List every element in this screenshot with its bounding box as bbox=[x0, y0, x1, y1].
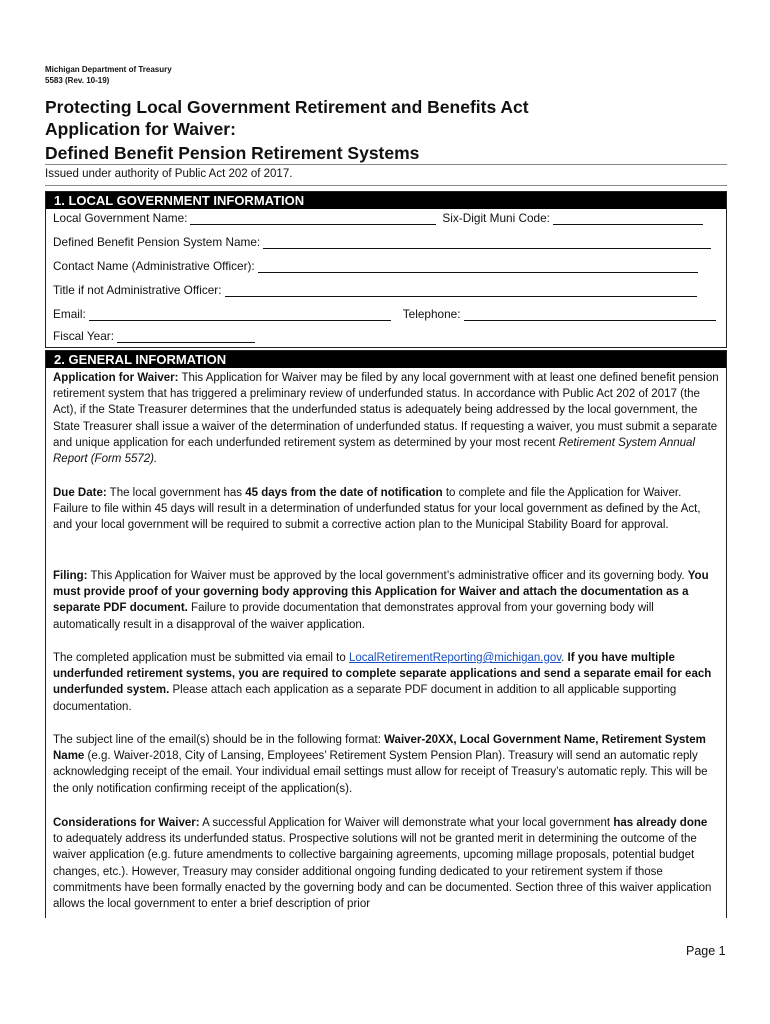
title-row bbox=[53, 283, 697, 297]
filing-emphasis: You must provide proof of your governing body approving this Application for Waiver and attach the documentation as a separate PDF document. bbox=[53, 570, 709, 615]
considerations-text-b: to adequately address its underfunded status. Prospective solutions will not be granted merit in determining the outcome of the waiver application (e.g. future amendments to collective bargaining agreements, upcoming millage proposals, potential budget changes, etc.). However, Treasury may consider additional ongoing funding dedicated to your retirement system if those commitments have been formally enacted by the governing body and can be documented. Section three of this waiver application allows the local government to enter a brief description of prior bbox=[53, 833, 712, 911]
title-line-1: Protecting Local Government Retirement and Benefits Act bbox=[45, 97, 529, 117]
filing-text-a: This Application for Waiver must be approved by the local government’s administrative officer and its governing body. bbox=[87, 570, 688, 582]
application-for-waiver-text: This Application for Waiver may be filed by any local government with at least one defined benefit pension retirement system that has triggered a preliminary review of underfunded status. In accordance with Public Act 202 of 2017 (the Act), if the State Treasurer determines that the underfunded status is adequately being addressed by the local government, the State Treasurer shall issue a waiver of the determination of underfunded status. If requesting a waiver, you must submit a separate and unique application for each underfunded retirement system as determined by your most recent bbox=[53, 372, 719, 449]
title-label: Title if not Administrative Officer: bbox=[53, 283, 222, 297]
application-for-waiver-paragraph bbox=[53, 370, 719, 467]
application-for-waiver-label: Application for Waiver: bbox=[53, 372, 179, 384]
due-date-text-b: to complete and file the Application for Waiver. Failure to file within 45 days will result in a determination of underfunded status for your local government as defined by the Act, and your local government will be required to submit a corrective action plan to the Municipal Stability Board for approval. bbox=[53, 487, 701, 532]
local-gov-name-label: Local Government Name: bbox=[53, 211, 188, 225]
considerations-emphasis: has already done bbox=[613, 817, 708, 829]
filing-label: Filing: bbox=[53, 570, 88, 582]
section-local-government-information bbox=[45, 191, 727, 348]
due-date-label: Due Date: bbox=[53, 487, 107, 499]
issued-authority: Issued under authority of Public Act 202 of 2017. bbox=[45, 168, 293, 180]
considerations-label: Considerations for Waiver: bbox=[53, 817, 200, 829]
local-gov-name-field[interactable] bbox=[190, 212, 436, 225]
due-date-paragraph bbox=[53, 485, 719, 534]
subject-line-paragraph bbox=[53, 732, 719, 797]
due-date-text-a: The local government has bbox=[106, 487, 246, 499]
form-title bbox=[45, 96, 735, 164]
email-telephone-row bbox=[53, 307, 716, 321]
submission-text-c: Please attach each application as a separate PDF document in addition to all applicable supporting documentation. bbox=[53, 684, 677, 713]
subject-line-text-b: (e.g. Waiver-2018, City of Lansing, Employees’ Retirement System Pension Plan). Treasury will send an automatic reply acknowledging receipt of the email. Your individual email settings must allow for receipt of Treasury’s automatic reply. This will be the only notification confirming receipt of the application(s). bbox=[53, 750, 708, 795]
submission-text-b: . bbox=[561, 652, 568, 664]
agency-name: Michigan Department of Treasury bbox=[45, 65, 172, 74]
contact-name-label: Contact Name (Administrative Officer): bbox=[53, 259, 255, 273]
subject-line-text-a: The subject line of the email(s) should be in the following format: bbox=[53, 734, 385, 746]
pension-system-row bbox=[53, 235, 711, 249]
telephone-label: Telephone: bbox=[402, 307, 461, 321]
due-date-emphasis: 45 days from the date of notification bbox=[245, 487, 443, 499]
fiscal-year-field[interactable] bbox=[117, 330, 255, 343]
contact-name-field[interactable] bbox=[258, 260, 698, 273]
subject-line-format: Waiver-20XX, Local Government Name, Retirement System Name bbox=[53, 734, 706, 763]
fiscal-year-row bbox=[53, 329, 255, 343]
title-line-3: Defined Benefit Pension Retirement Systems bbox=[45, 143, 420, 163]
considerations-text-a: A successful Application for Waiver will demonstrate what your local government bbox=[199, 817, 614, 829]
telephone-field[interactable] bbox=[464, 308, 716, 321]
submission-emphasis: If you have multiple underfunded retirement systems, you are required to complete separate applications and send a separate email for each underfunded system. bbox=[53, 652, 712, 697]
fiscal-year-label: Fiscal Year: bbox=[53, 329, 114, 343]
page-number: Page 1 bbox=[686, 944, 726, 958]
agency-header bbox=[45, 64, 172, 86]
title-line-2: Application for Waiver: bbox=[45, 119, 236, 139]
muni-code-field[interactable] bbox=[553, 212, 703, 225]
local-gov-name-row bbox=[53, 211, 703, 225]
submission-text-a: The completed application must be submitted via email to bbox=[53, 652, 349, 664]
pension-system-field[interactable] bbox=[263, 236, 711, 249]
email-field[interactable] bbox=[89, 308, 391, 321]
contact-name-row bbox=[53, 259, 698, 273]
email-label: Email: bbox=[53, 307, 86, 321]
filing-paragraph bbox=[53, 568, 719, 633]
annual-report-reference: Retirement System Annual Report (Form 5572). bbox=[53, 436, 696, 466]
pension-system-label: Defined Benefit Pension System Name: bbox=[53, 235, 261, 249]
submission-email-link[interactable]: LocalRetirementReporting@michigan.gov bbox=[348, 652, 562, 664]
filing-text-b: Failure to provide documentation that demonstrates approval from your governing body will automatically result in a disapproval of the waiver application. bbox=[53, 602, 654, 631]
title-field[interactable] bbox=[225, 284, 697, 297]
title-divider bbox=[45, 164, 727, 165]
form-number: 5583 (Rev. 10-19) bbox=[45, 76, 110, 85]
issued-divider bbox=[45, 185, 727, 186]
muni-code-label: Six-Digit Muni Code: bbox=[442, 211, 550, 225]
section-1-heading: 1. LOCAL GOVERNMENT INFORMATION bbox=[46, 192, 726, 209]
section-2-heading: 2. GENERAL INFORMATION bbox=[46, 351, 726, 368]
section-general-information bbox=[45, 350, 727, 918]
considerations-paragraph bbox=[53, 815, 719, 912]
submission-paragraph bbox=[53, 650, 719, 715]
